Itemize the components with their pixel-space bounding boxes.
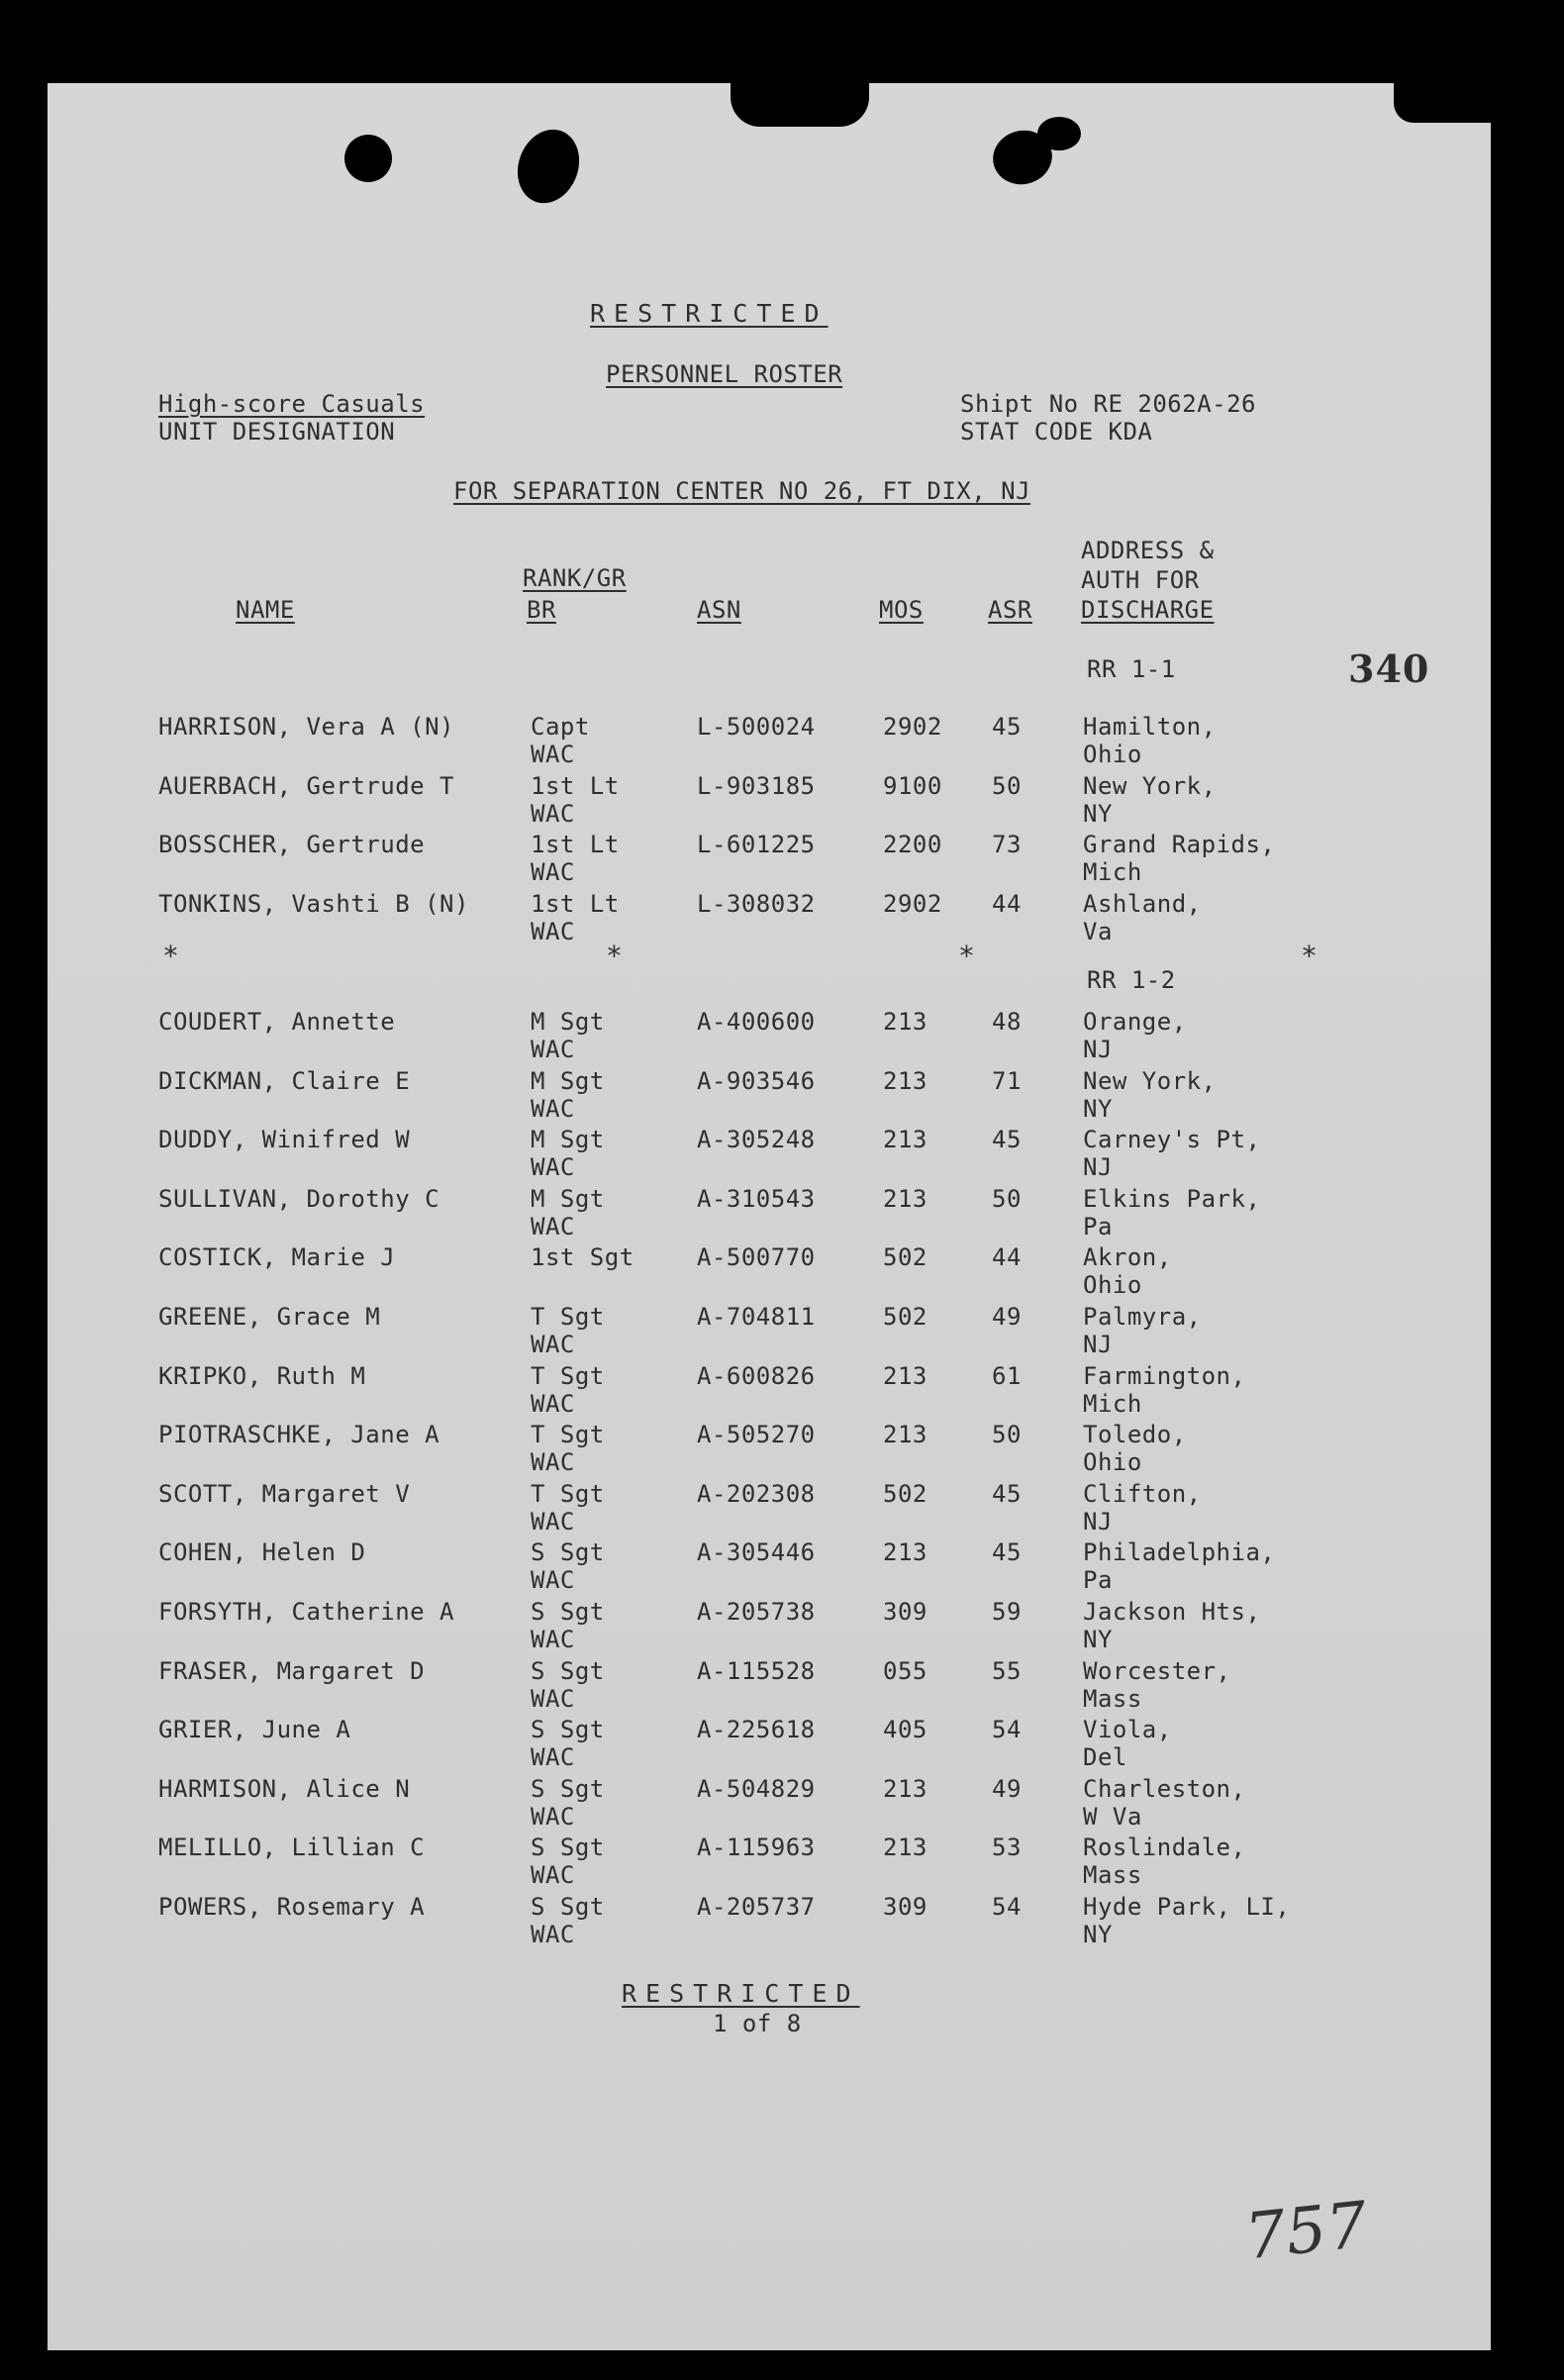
address-city: Orange, bbox=[1083, 1008, 1187, 1036]
asr: 45 bbox=[992, 1538, 1022, 1566]
address-city: Viola, bbox=[1083, 1716, 1172, 1743]
address-city: Worcester, bbox=[1083, 1657, 1231, 1685]
separator-star: * bbox=[606, 940, 624, 972]
mos: 213 bbox=[883, 1362, 928, 1390]
rank: Capt bbox=[531, 713, 590, 741]
asn: A-305446 bbox=[697, 1538, 816, 1566]
asr: 55 bbox=[992, 1657, 1022, 1685]
branch: WAC bbox=[531, 1685, 575, 1713]
torn-edge bbox=[1394, 83, 1491, 123]
person-name: POWERS, Rosemary A bbox=[158, 1893, 426, 1921]
mos: 309 bbox=[883, 1598, 928, 1626]
asn: A-504829 bbox=[697, 1775, 816, 1803]
address-city: Akron, bbox=[1083, 1243, 1172, 1271]
mos: 213 bbox=[883, 1126, 928, 1153]
rank: S Sgt bbox=[531, 1538, 605, 1566]
roster-title: PERSONNEL ROSTER bbox=[606, 360, 843, 388]
page-stamp: 340 bbox=[1348, 646, 1430, 691]
address-state: Ohio bbox=[1083, 1271, 1142, 1299]
address-state: NY bbox=[1083, 1095, 1113, 1123]
address-city: Toledo, bbox=[1083, 1421, 1187, 1448]
asr: 44 bbox=[992, 1243, 1022, 1271]
asr: 49 bbox=[992, 1775, 1022, 1803]
unit-name: High-score Casuals bbox=[158, 390, 426, 418]
person-name: KRIPKO, Ruth M bbox=[158, 1362, 366, 1390]
asn: A-310543 bbox=[697, 1185, 816, 1213]
asn: L-308032 bbox=[697, 890, 816, 918]
col-address-2: AUTH FOR bbox=[1081, 566, 1200, 594]
asn: A-225618 bbox=[697, 1716, 816, 1743]
rank: T Sgt bbox=[531, 1362, 605, 1390]
branch: WAC bbox=[531, 1036, 575, 1063]
address-state: NJ bbox=[1083, 1153, 1113, 1181]
asr: 61 bbox=[992, 1362, 1022, 1390]
handwritten-number: 757 bbox=[1241, 2188, 1372, 2275]
mos: 2902 bbox=[883, 713, 942, 741]
punch-hole bbox=[508, 121, 589, 212]
rank: T Sgt bbox=[531, 1421, 605, 1448]
rank: T Sgt bbox=[531, 1303, 605, 1331]
punch-hole bbox=[344, 135, 392, 182]
address-city: Carney's Pt, bbox=[1083, 1126, 1261, 1153]
asn: A-115963 bbox=[697, 1834, 816, 1861]
person-name: HARMISON, Alice N bbox=[158, 1775, 411, 1803]
address-state: Pa bbox=[1083, 1566, 1113, 1594]
asn: L-601225 bbox=[697, 831, 816, 858]
mos: 9100 bbox=[883, 772, 942, 800]
asn: A-305248 bbox=[697, 1126, 816, 1153]
person-name: GRIER, June A bbox=[158, 1716, 351, 1743]
separator-star: * bbox=[1301, 940, 1319, 972]
person-name: GREENE, Grace M bbox=[158, 1303, 381, 1331]
mos: 213 bbox=[883, 1008, 928, 1036]
asr: 53 bbox=[992, 1834, 1022, 1861]
mos: 502 bbox=[883, 1243, 928, 1271]
col-mos: MOS bbox=[879, 596, 924, 624]
address-city: Grand Rapids, bbox=[1083, 831, 1276, 858]
rank: T Sgt bbox=[531, 1480, 605, 1508]
rank: S Sgt bbox=[531, 1657, 605, 1685]
address-state: NJ bbox=[1083, 1331, 1113, 1358]
asn: L-500024 bbox=[697, 713, 816, 741]
rank: 1st Sgt bbox=[531, 1243, 635, 1271]
branch: WAC bbox=[531, 1448, 575, 1476]
address-state: Mich bbox=[1083, 1390, 1142, 1418]
person-name: MELILLO, Lillian C bbox=[158, 1834, 426, 1861]
branch: WAC bbox=[531, 1213, 575, 1240]
asn: A-205738 bbox=[697, 1598, 816, 1626]
person-name: BOSSCHER, Gertrude bbox=[158, 831, 426, 858]
rank: M Sgt bbox=[531, 1067, 605, 1095]
asr: 49 bbox=[992, 1303, 1022, 1331]
mos: 055 bbox=[883, 1657, 928, 1685]
branch: WAC bbox=[531, 1803, 575, 1831]
person-name: DICKMAN, Claire E bbox=[158, 1067, 411, 1095]
col-branch: BR bbox=[527, 596, 556, 624]
address-city: Philadelphia, bbox=[1083, 1538, 1276, 1566]
mos: 213 bbox=[883, 1834, 928, 1861]
address-state: Mass bbox=[1083, 1685, 1142, 1713]
asr: 45 bbox=[992, 1126, 1022, 1153]
person-name: SCOTT, Margaret V bbox=[158, 1480, 411, 1508]
asn: A-600826 bbox=[697, 1362, 816, 1390]
branch: WAC bbox=[531, 1095, 575, 1123]
asr: 50 bbox=[992, 772, 1022, 800]
stat-code: STAT CODE KDA bbox=[960, 418, 1153, 446]
person-name: AUERBACH, Gertrude T bbox=[158, 772, 454, 800]
person-name: FRASER, Margaret D bbox=[158, 1657, 426, 1685]
address-state: Del bbox=[1083, 1743, 1127, 1771]
section-label: RR 1-1 bbox=[1087, 655, 1176, 683]
mos: 213 bbox=[883, 1538, 928, 1566]
address-city: New York, bbox=[1083, 772, 1217, 800]
address-state: NY bbox=[1083, 800, 1113, 828]
person-name: COSTICK, Marie J bbox=[158, 1243, 396, 1271]
mos: 213 bbox=[883, 1421, 928, 1448]
asr: 48 bbox=[992, 1008, 1022, 1036]
asr: 44 bbox=[992, 890, 1022, 918]
address-city: Roslindale, bbox=[1083, 1834, 1246, 1861]
asn: A-704811 bbox=[697, 1303, 816, 1331]
address-state: NY bbox=[1083, 1626, 1113, 1653]
branch: WAC bbox=[531, 1566, 575, 1594]
rank: 1st Lt bbox=[531, 890, 620, 918]
person-name: SULLIVAN, Dorothy C bbox=[158, 1185, 440, 1213]
branch: WAC bbox=[531, 1861, 575, 1889]
mos: 2200 bbox=[883, 831, 942, 858]
branch: WAC bbox=[531, 918, 575, 945]
separator-star: * bbox=[162, 940, 180, 972]
separator-star: * bbox=[958, 940, 976, 972]
asn: A-903546 bbox=[697, 1067, 816, 1095]
asn: A-115528 bbox=[697, 1657, 816, 1685]
col-name: NAME bbox=[236, 596, 295, 624]
address-state: Mich bbox=[1083, 858, 1142, 886]
asr: 50 bbox=[992, 1421, 1022, 1448]
branch: WAC bbox=[531, 1626, 575, 1653]
mos: 502 bbox=[883, 1303, 928, 1331]
page-count: 1 of 8 bbox=[713, 2010, 802, 2037]
branch: WAC bbox=[531, 1743, 575, 1771]
asr: 54 bbox=[992, 1893, 1022, 1921]
branch: WAC bbox=[531, 1153, 575, 1181]
address-city: Charleston, bbox=[1083, 1775, 1246, 1803]
address-city: Palmyra, bbox=[1083, 1303, 1202, 1331]
branch: WAC bbox=[531, 800, 575, 828]
shipment-number: Shipt No RE 2062A-26 bbox=[960, 390, 1256, 418]
address-state: NY bbox=[1083, 1921, 1113, 1948]
person-name: COUDERT, Annette bbox=[158, 1008, 396, 1036]
address-state: NJ bbox=[1083, 1508, 1113, 1536]
asr: 45 bbox=[992, 713, 1022, 741]
asn: A-505270 bbox=[697, 1421, 816, 1448]
address-city: Clifton, bbox=[1083, 1480, 1202, 1508]
address-city: New York, bbox=[1083, 1067, 1217, 1095]
rank: S Sgt bbox=[531, 1716, 605, 1743]
asn: A-400600 bbox=[697, 1008, 816, 1036]
col-address-1: ADDRESS & bbox=[1081, 537, 1215, 564]
address-city: Hamilton, bbox=[1083, 713, 1217, 741]
address-state: Mass bbox=[1083, 1861, 1142, 1889]
asr: 73 bbox=[992, 831, 1022, 858]
rank: M Sgt bbox=[531, 1185, 605, 1213]
branch: WAC bbox=[531, 1331, 575, 1358]
person-name: COHEN, Helen D bbox=[158, 1538, 366, 1566]
section-label: RR 1-2 bbox=[1087, 966, 1176, 994]
rank: 1st Lt bbox=[531, 831, 620, 858]
asn: A-202308 bbox=[697, 1480, 816, 1508]
asr: 71 bbox=[992, 1067, 1022, 1095]
address-state: NJ bbox=[1083, 1036, 1113, 1063]
person-name: HARRISON, Vera A (N) bbox=[158, 713, 454, 741]
separation-center: FOR SEPARATION CENTER NO 26, FT DIX, NJ bbox=[453, 477, 1031, 505]
punch-hole bbox=[1037, 117, 1081, 150]
rank: S Sgt bbox=[531, 1893, 605, 1921]
address-state: Ohio bbox=[1083, 1448, 1142, 1476]
address-state: Va bbox=[1083, 918, 1113, 945]
rank: S Sgt bbox=[531, 1775, 605, 1803]
asr: 50 bbox=[992, 1185, 1022, 1213]
person-name: DUDDY, Winifred W bbox=[158, 1126, 411, 1153]
address-state: W Va bbox=[1083, 1803, 1142, 1831]
rank: M Sgt bbox=[531, 1008, 605, 1036]
mos: 405 bbox=[883, 1716, 928, 1743]
person-name: FORSYTH, Catherine A bbox=[158, 1598, 454, 1626]
branch: WAC bbox=[531, 1508, 575, 1536]
asr: 45 bbox=[992, 1480, 1022, 1508]
rank: M Sgt bbox=[531, 1126, 605, 1153]
branch: WAC bbox=[531, 741, 575, 768]
mos: 2902 bbox=[883, 890, 942, 918]
asn: L-903185 bbox=[697, 772, 816, 800]
mos: 213 bbox=[883, 1185, 928, 1213]
col-rank: RANK/GR bbox=[523, 564, 627, 592]
asn: A-205737 bbox=[697, 1893, 816, 1921]
rank: 1st Lt bbox=[531, 772, 620, 800]
restricted-footer: RESTRICTED bbox=[622, 1979, 860, 2008]
branch: WAC bbox=[531, 1921, 575, 1948]
address-city: Ashland, bbox=[1083, 890, 1202, 918]
asr: 54 bbox=[992, 1716, 1022, 1743]
mos: 213 bbox=[883, 1067, 928, 1095]
unit-designation-label: UNIT DESIGNATION bbox=[158, 418, 396, 446]
address-state: Ohio bbox=[1083, 741, 1142, 768]
address-city: Elkins Park, bbox=[1083, 1185, 1261, 1213]
person-name: PIOTRASCHKE, Jane A bbox=[158, 1421, 440, 1448]
person-name: TONKINS, Vashti B (N) bbox=[158, 890, 469, 918]
address-city: Farmington, bbox=[1083, 1362, 1246, 1390]
torn-edge bbox=[731, 83, 869, 127]
asn: A-500770 bbox=[697, 1243, 816, 1271]
address-city: Hyde Park, LI, bbox=[1083, 1893, 1291, 1921]
branch: WAC bbox=[531, 1390, 575, 1418]
mos: 309 bbox=[883, 1893, 928, 1921]
address-state: Pa bbox=[1083, 1213, 1113, 1240]
branch: WAC bbox=[531, 858, 575, 886]
mos: 502 bbox=[883, 1480, 928, 1508]
asr: 59 bbox=[992, 1598, 1022, 1626]
col-asn: ASN bbox=[697, 596, 741, 624]
mos: 213 bbox=[883, 1775, 928, 1803]
rank: S Sgt bbox=[531, 1834, 605, 1861]
col-asr: ASR bbox=[988, 596, 1032, 624]
restricted-header: RESTRICTED bbox=[590, 299, 829, 328]
col-address-3: DISCHARGE bbox=[1081, 596, 1215, 624]
address-city: Jackson Hts, bbox=[1083, 1598, 1261, 1626]
rank: S Sgt bbox=[531, 1598, 605, 1626]
